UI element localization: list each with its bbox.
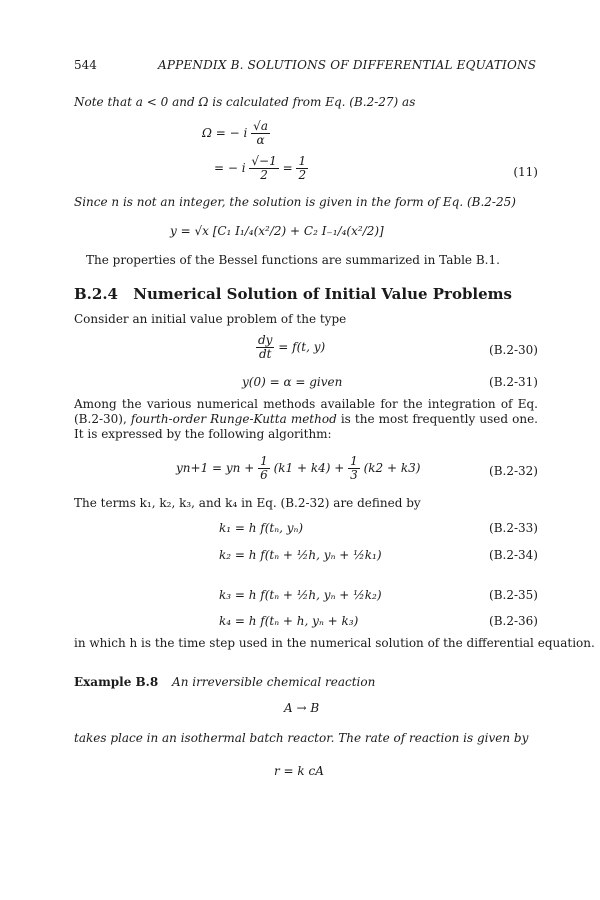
running-title: APPENDIX B. SOLUTIONS OF DIFFERENTIAL EQUATIONS xyxy=(158,58,537,72)
rate-equation: r = k cA xyxy=(274,764,324,778)
omega-frac-num: √a xyxy=(253,119,268,133)
dy-num: dy xyxy=(258,333,273,347)
page-number: 544 xyxy=(74,58,97,72)
eq-b2-30-rhs: = f(t, y) xyxy=(278,340,326,354)
k4-equation: k₄ = h f(tₙ + h, yₙ + k₃) xyxy=(219,614,359,628)
terms-note: The terms k₁, k₂, k₃, and k₄ in Eq. (B.2-32) are defined by xyxy=(74,496,421,510)
k1-equation: k₁ = h f(tₙ, yₙ) xyxy=(219,521,304,535)
solution-equation: y = √x [C₁ I₁/₄(x²/2) + C₂ I₋₁/₄(x²/2)] xyxy=(170,224,384,238)
omega-line2-frac2-num: 1 xyxy=(298,154,307,168)
example-title: An irreversible chemical reaction xyxy=(172,675,376,689)
equation-number-b2-36: (B.2-36) xyxy=(489,614,538,628)
equation-number-b2-34: (B.2-34) xyxy=(489,548,538,562)
omega-line2-frac2 xyxy=(296,155,308,182)
section-heading xyxy=(74,285,512,303)
eq-b2-32-lhs: yn+1 = yn + xyxy=(176,461,255,475)
omega-line2-frac1 xyxy=(249,155,278,182)
omega-line2-frac2-den: 2 xyxy=(298,168,307,182)
omega-frac-den: α xyxy=(256,133,265,147)
equation-number-b2-32: (B.2-32) xyxy=(489,464,538,478)
omega-eq-line2 xyxy=(214,155,308,182)
omega-line2-lhs: = − i xyxy=(214,161,246,175)
equation-number-11: (11) xyxy=(513,165,538,179)
k2-equation: k₂ = h f(tₙ + ½h, yₙ + ½k₁) xyxy=(219,548,382,562)
omega-line2-frac1-num: √−1 xyxy=(251,154,277,168)
takes-place-text: takes place in an isothermal batch reactor. The rate of reaction is given by xyxy=(74,731,529,745)
among-part1: Among the various numerical methods available for the integration of Eq. (B.2-30), xyxy=(74,397,538,426)
among-part3: by the following algorithm: xyxy=(166,427,332,441)
example-heading xyxy=(74,675,375,689)
consider-text: Consider an initial value problem of the type xyxy=(74,312,347,326)
one-sixth-fraction xyxy=(258,455,270,482)
equation-number-b2-30: (B.2-30) xyxy=(489,343,538,357)
bessel-note: The properties of the Bessel functions are summarized in Table B.1. xyxy=(86,253,500,267)
eq-b2-32-tail: (k2 + k3) xyxy=(363,461,421,475)
equation-b2-31: y(0) = α = given xyxy=(242,375,343,389)
equation-number-b2-33: (B.2-33) xyxy=(489,521,538,535)
timestep-note: in which h is the time step used in the numerical solution of the differential equation. xyxy=(74,636,595,650)
eq-b2-32-mid: (k1 + k4) + xyxy=(273,461,345,475)
since-note: Since n is not an integer, the solution is given in the form of Eq. (B.2-25) xyxy=(74,195,516,209)
omega-line2-equals: = xyxy=(282,161,293,175)
one-third-num: 1 xyxy=(350,454,358,468)
omega-lhs: Ω = − i xyxy=(202,126,248,140)
one-third-fraction xyxy=(348,455,360,482)
equation-b2-32 xyxy=(176,455,420,482)
intro-note: Note that a < 0 and Ω is calculated from Eq. (B.2-27) as xyxy=(74,95,416,109)
among-method-name: fourth-order Runge-Kutta method xyxy=(130,412,337,426)
dy-dt-fraction xyxy=(256,334,274,361)
section-number: B.2.4 xyxy=(74,285,118,303)
one-sixth-num: 1 xyxy=(260,454,268,468)
section-title: Numerical Solution of Initial Value Problems xyxy=(133,285,512,303)
k3-equation: k₃ = h f(tₙ + ½h, yₙ + ½k₂) xyxy=(219,588,382,602)
omega-line2-frac1-den: 2 xyxy=(260,168,268,182)
reaction-equation: A → B xyxy=(284,701,320,715)
equation-number-b2-35: (B.2-35) xyxy=(489,588,538,602)
equation-b2-30 xyxy=(256,334,325,361)
dt-den: dt xyxy=(258,347,272,361)
among-paragraph xyxy=(74,397,538,442)
example-label: Example B.8 xyxy=(74,675,159,689)
one-sixth-den: 6 xyxy=(260,468,268,482)
among-part2: is the most frequently used one. It is expressed xyxy=(74,412,538,441)
one-third-den: 3 xyxy=(350,468,358,482)
equation-number-b2-31: (B.2-31) xyxy=(489,375,538,389)
omega-fraction xyxy=(251,120,270,147)
omega-eq-line1 xyxy=(202,120,270,147)
